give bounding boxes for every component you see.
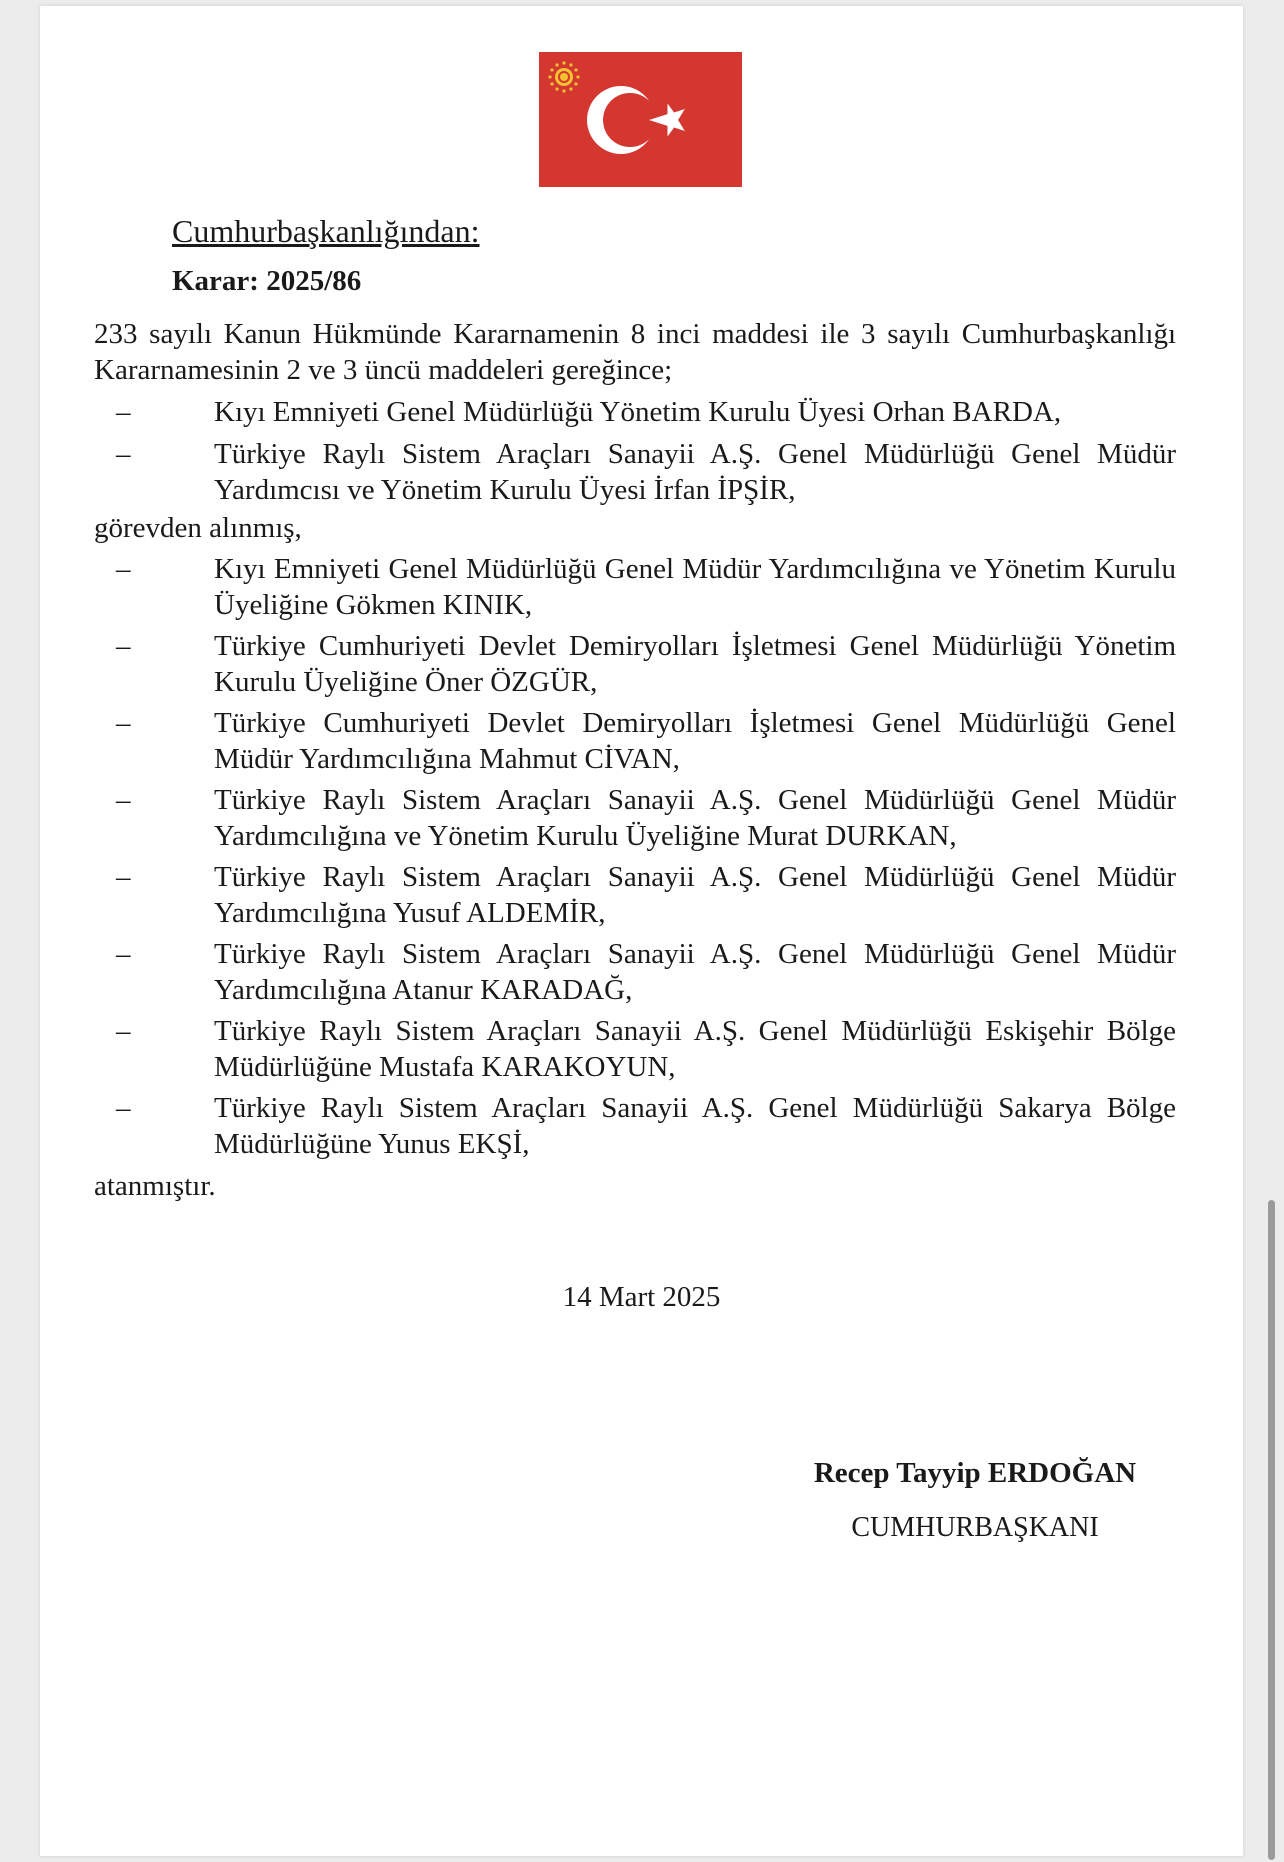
list-dash: –: [116, 438, 131, 470]
list-dash: –: [116, 861, 131, 893]
document-page: [40, 6, 1243, 1856]
list-item-text: Türkiye Cumhuriyeti Devlet Demiryolları İşletmesi Genel Müdürlüğü Genel Müdür Yardımcılığına Mahmut CİVAN,: [214, 707, 1176, 775]
list-item-text: Türkiye Raylı Sistem Araçları Sanayii A.Ş. Genel Müdürlüğü Eskişehir Bölge Müdürlüğüne Mustafa KARAKOYUN,: [214, 1015, 1176, 1083]
list-dash: –: [116, 553, 131, 585]
decision-number: Karar: 2025/86: [172, 265, 362, 297]
signer-name: Recep Tayyip ERDOĞAN: [813, 1457, 1137, 1489]
decision-date: 14 Mart 2025: [562, 1281, 721, 1313]
list-item-text: Kıyı Emniyeti Genel Müdürlüğü Yönetim Kurulu Üyesi Orhan BARDA,: [214, 396, 1062, 428]
list-item-text: Türkiye Raylı Sistem Araçları Sanayii A.Ş. Genel Müdürlüğü Genel Müdür Yardımcılığına Yusuf ALDEMİR,: [214, 861, 1176, 929]
list-item-text: Türkiye Cumhuriyeti Devlet Demiryolları İşletmesi Genel Müdürlüğü Yönetim Kurulu Üyeliğine Öner ÖZGÜR,: [214, 630, 1176, 698]
list-dash: –: [116, 1092, 131, 1124]
list-item-text: Türkiye Raylı Sistem Araçları Sanayii A.Ş. Genel Müdürlüğü Genel Müdür Yardımcısı ve Yönetim Kurulu Üyesi İrfan İPŞİR,: [214, 438, 1176, 506]
intro-line-2: Kararnamesinin 2 ve 3 üncü maddeleri gereğince;: [94, 354, 673, 386]
signer-title: CUMHURBAŞKANI: [851, 1512, 1099, 1543]
intro-line-1: 233 sayılı Kanun Hükmünde Kararnamenin 8 inci maddesi ile 3 sayılı Cumhurbaşkanlığı: [94, 318, 1176, 350]
list-dash: –: [116, 938, 131, 970]
list-dash: –: [116, 1015, 131, 1047]
vertical-scrollbar[interactable]: [1268, 1200, 1275, 1860]
appointed-label: atanmıştır.: [94, 1170, 216, 1202]
list-dash: –: [116, 784, 131, 816]
turkish-flag-icon: [539, 52, 742, 187]
list-item-text: Türkiye Raylı Sistem Araçları Sanayii A.Ş. Genel Müdürlüğü Genel Müdür Yardımcılığına Atanur KARADAĞ,: [214, 938, 1176, 1006]
list-dash: –: [116, 396, 131, 428]
list-dash: –: [116, 707, 131, 739]
issuer-heading: Cumhurbaşkanlığından:: [172, 213, 480, 249]
dismissed-label: görevden alınmış,: [94, 512, 302, 544]
list-item-text: Türkiye Raylı Sistem Araçları Sanayii A.Ş. Genel Müdürlüğü Genel Müdür Yardımcılığına ve Yönetim Kurulu Üyeliğine Murat DURKAN,: [214, 784, 1176, 852]
list-item-text: Kıyı Emniyeti Genel Müdürlüğü Genel Müdür Yardımcılığına ve Yönetim Kurulu Üyeliğine Gökmen KINIK,: [214, 553, 1176, 621]
list-item-text: Türkiye Raylı Sistem Araçları Sanayii A.Ş. Genel Müdürlüğü Sakarya Bölge Müdürlüğüne Yunus EKŞİ,: [214, 1092, 1176, 1160]
list-dash: –: [116, 630, 131, 662]
